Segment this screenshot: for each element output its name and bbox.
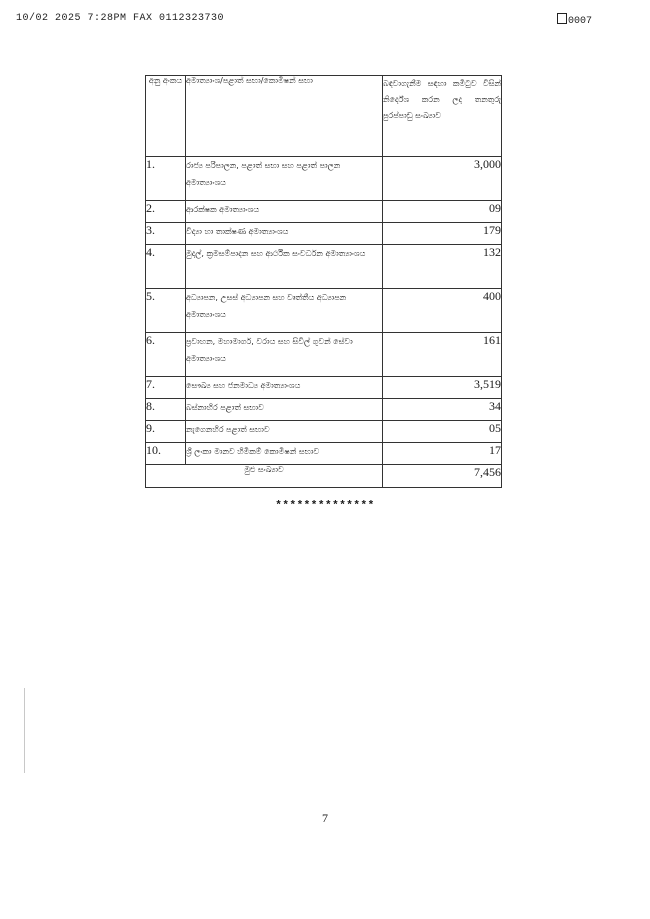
row-count: 17 xyxy=(383,443,502,465)
section-separator: ************** xyxy=(275,500,375,512)
row-count: 09 xyxy=(383,201,502,223)
table-row xyxy=(146,223,502,245)
row-serial: 7. xyxy=(146,377,186,399)
row-count: 34 xyxy=(383,399,502,421)
table-header-row xyxy=(146,76,502,157)
row-serial: 5. xyxy=(146,289,186,333)
table-row xyxy=(146,399,502,421)
header-vacancy-count: බඳවාගැනීම සඳහා කමිටුව විසින් නිර්දේශ කරන ලද තනතුරු පුරප්පාඩු සංඛ්‍යාව xyxy=(383,76,502,157)
row-institution: ශ්‍රී ලංකා මානව හිමිකම් කොමිෂන් සභාව xyxy=(186,443,383,465)
table-total-row xyxy=(146,465,502,488)
row-count: 132 xyxy=(383,245,502,289)
row-serial: 3. xyxy=(146,223,186,245)
table-row xyxy=(146,245,502,289)
header-serial-no: අනු අංකය xyxy=(146,76,186,157)
header-institution: අමාත්‍යාංශ/පළාත් සභා/කොමිෂන් සභා xyxy=(186,76,383,157)
table-row xyxy=(146,421,502,443)
fax-page-number: 0007 xyxy=(567,16,592,27)
table-row xyxy=(146,443,502,465)
table-row xyxy=(146,333,502,377)
row-serial: 9. xyxy=(146,421,186,443)
total-label: මුළු සංඛ්‍යාව xyxy=(146,465,383,488)
row-count: 05 xyxy=(383,421,502,443)
fax-page-code xyxy=(557,13,592,27)
row-serial: 8. xyxy=(146,399,186,421)
row-institution: ආරක්ෂක අමාත්‍යාංශය xyxy=(186,201,383,223)
table-row xyxy=(146,289,502,333)
vacancies-table xyxy=(145,75,502,488)
row-serial: 10. xyxy=(146,443,186,465)
total-count: 7,456 xyxy=(383,465,502,488)
row-serial: 4. xyxy=(146,245,186,289)
row-institution: ප්‍රවාහන, මහාමාර්ග, වරාය සහ සිවිල් ගුවන් සේවා අමාත්‍යාංශය xyxy=(186,333,383,377)
row-institution: රාජ්‍ය පරිපාලන, පළාත් සභා සහ පළාත් පාලන අමාත්‍යාංශය xyxy=(186,157,383,201)
row-institution: සෞඛ්‍ය සහ ජනමාධ්‍ය අමාත්‍යාංශය xyxy=(186,377,383,399)
row-institution: නැගෙනහිර පළාත් සභාව xyxy=(186,421,383,443)
table-row xyxy=(146,377,502,399)
row-institution: බස්නාහිර පළාත් සභාව xyxy=(186,399,383,421)
row-serial: 6. xyxy=(146,333,186,377)
fax-header-line: 10/02 2025 7:28PM FAX 0112323730 xyxy=(16,13,225,24)
row-count: 161 xyxy=(383,333,502,377)
scan-edge-mark xyxy=(24,688,25,773)
row-count: 179 xyxy=(383,223,502,245)
table-row xyxy=(146,157,502,201)
row-institution: අධ්‍යාපන, උසස් අධ්‍යාපන සහ වෘත්තීය අධ්‍යාපන අමාත්‍යාංශය xyxy=(186,289,383,333)
row-institution: විද්‍යා හා තාක්ෂණ අමාත්‍යාංශය xyxy=(186,223,383,245)
row-institution: මුදල්, ක්‍රමසම්පාදන සහ ආර්ථික සංවර්ධන අමාත්‍යාංශය xyxy=(186,245,383,289)
row-count: 400 xyxy=(383,289,502,333)
row-serial: 1. xyxy=(146,157,186,201)
checkbox-icon xyxy=(557,13,567,24)
row-count: 3,519 xyxy=(383,377,502,399)
row-serial: 2. xyxy=(146,201,186,223)
row-count: 3,000 xyxy=(383,157,502,201)
table-row xyxy=(146,201,502,223)
page-number: 7 xyxy=(322,811,328,825)
